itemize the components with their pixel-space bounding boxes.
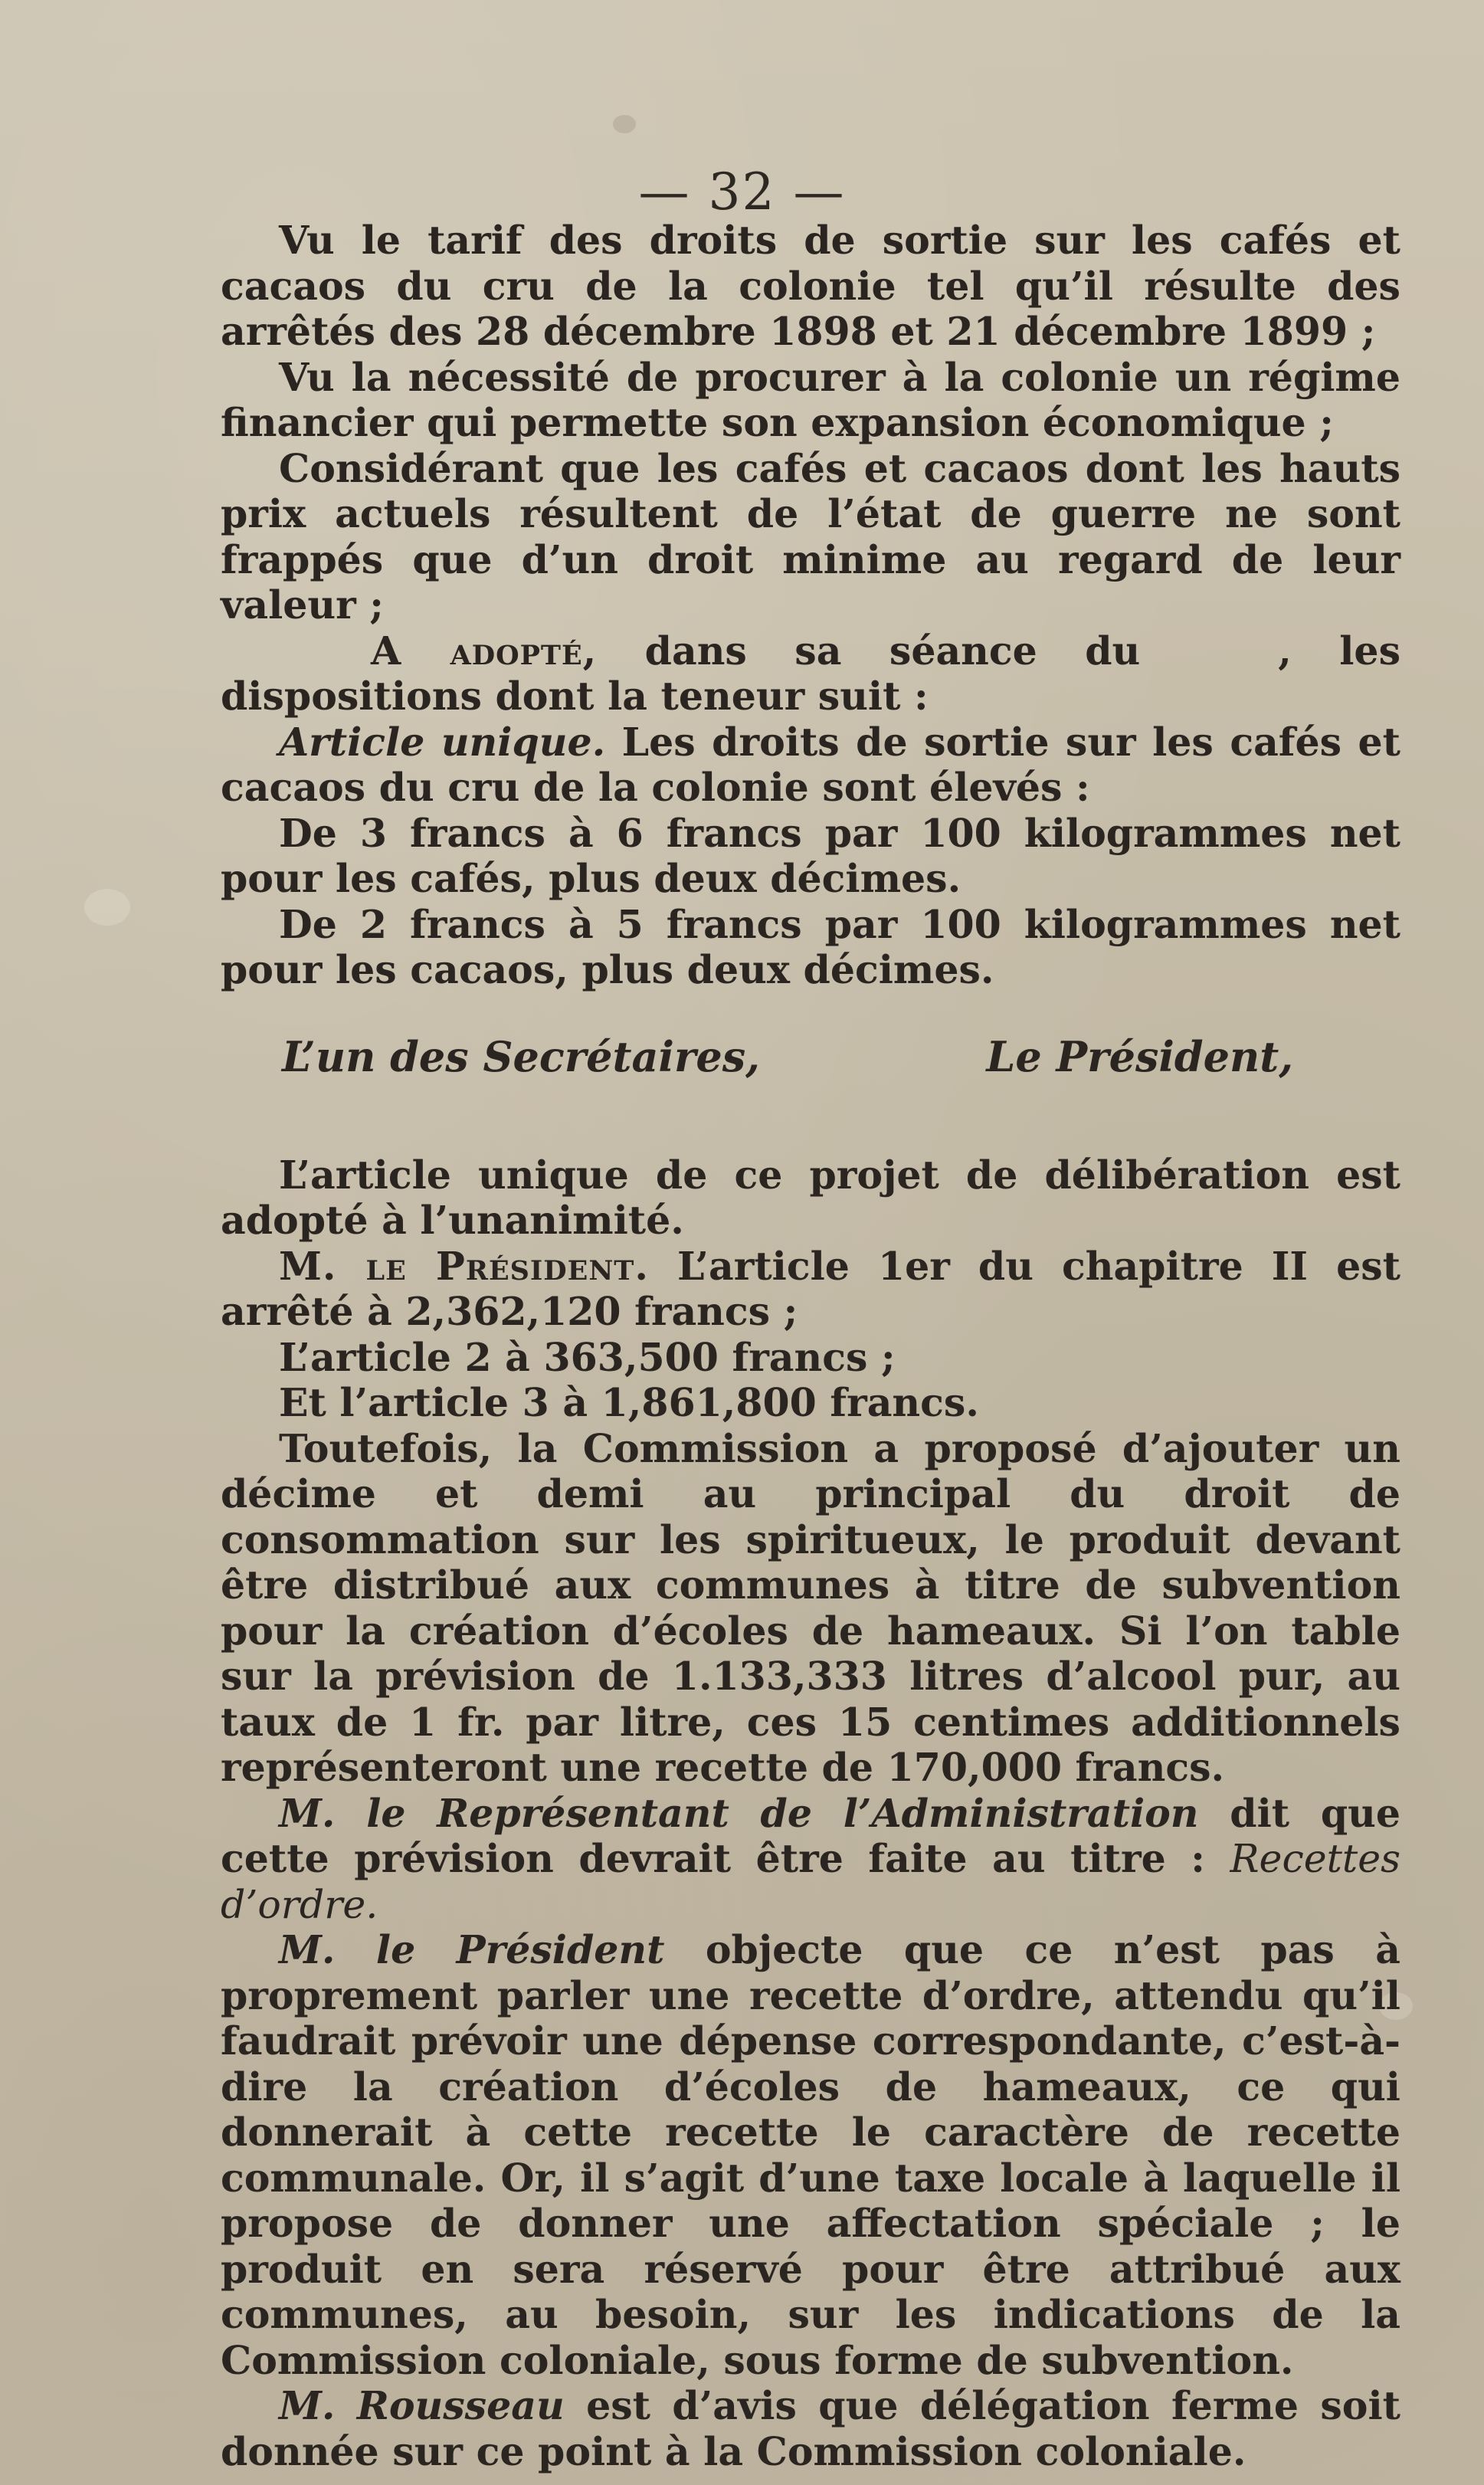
representant-text: dit que cette prévision devrait être faite au titre : (221, 1790, 1401, 1881)
signature-block (221, 1033, 1400, 1080)
rousseau-text: est d’avis que délégation ferme soit donnée sur ce point à la Commission coloniale. (221, 2383, 1400, 2474)
article-text: Les droits de sortie sur les cafés et cacaos du cru de la colonie sont élevés : (221, 719, 1400, 810)
page-number: — 32 — (638, 162, 846, 221)
paragraph-rousseau (221, 2383, 1400, 2474)
paragraph-article-3: Et l’article 3 à 1,861,800 francs. (279, 1380, 979, 1425)
speaker-representant: M. le Représentant de l’Administration (279, 1790, 1199, 1836)
paragraph-article-2: L’article 2 à 363,500 francs ; (279, 1334, 896, 1380)
paragraph-tarif: Vu le tarif des droits de sortie sur les cafés et cacaos du cru de la colonie tel qu’il résulte des arrêtés des 28 décembre 1898 et 21 décembre 1899 ; (221, 218, 1400, 354)
adopte-text-2: , les dispositions dont la teneur suit : (221, 628, 1400, 719)
paragraph-commission: Toutefois, la Commission a proposé d’ajouter un décime et demi au principal du droit de consommation sur les spiritueux, le produit devant être distribué aux communes à titre de subvention pour la création d’écoles de hameaux. Si l’on table sur la prévision de 1.133,333 litres d’alcool pur, au taux de 1 fr. par litre, ces 15 centimes additionnels représenteront une recette de 170,000 francs. (221, 1425, 1400, 1790)
paragraph-president-text: L’article 1er du chapitre II est arrêté à 2,362,120 francs ; (221, 1243, 1400, 1334)
paragraph-president-chapitre (221, 1244, 1400, 1335)
speaker-president: M. le Président. (279, 1243, 649, 1289)
paragraph-adopte (221, 628, 1400, 720)
paragraph-president-objecte (221, 1927, 1400, 2383)
document-body (221, 218, 1400, 2474)
paper-stain (84, 889, 130, 926)
paragraph-article-unique (221, 720, 1400, 811)
article-item-cacaos: De 2 francs à 5 francs par 100 kilogrammes net pour les cacaos, plus deux décimes. (221, 901, 1400, 992)
paragraph-representant (221, 1791, 1400, 1928)
paragraph-necessite: Vu la nécessité de procurer à la colonie un régime financier qui permette son expansion économique ; (221, 354, 1400, 445)
adopte-label: A adopté, (371, 628, 598, 674)
recettes-ordre: Recettes d’ordre. (221, 1836, 1400, 1927)
president-objecte-text: objecte que ce n’est pas à proprement parler une recette d’ordre, attendu qu’il faudrait prévoir une dépense correspondante, c’est-à-dire la création d’écoles de hameaux, ce qui donnerait à cette recette le caractère de recette communale. Or, il s’agit d’une taxe locale à laquelle il propose de donner une affectation spéciale ; le produit en sera réservé pour être attribué aux communes, au besoin, sur les indications de la Commission coloniale, sous forme de subvention. (221, 1927, 1400, 2383)
paragraph-considerant: Considérant que les cafés et cacaos dont les hauts prix actuels résultent de l’état de guerre ne sont frappés que d’un droit minime au regard de leur valeur ; (221, 445, 1400, 628)
speaker-president-italic: M. le Président (279, 1927, 665, 1972)
adopte-text-1: dans sa séance du (597, 628, 1141, 674)
signature-president: Le Président, (986, 1031, 1293, 1081)
speaker-rousseau: M. Rousseau (279, 2383, 565, 2428)
article-label: Article unique. (279, 719, 606, 765)
article-item-cafes: De 3 francs à 6 francs par 100 kilogrammes net pour les cafés, plus deux décimes. (221, 810, 1400, 901)
signature-secretaire: L’un des Secrétaires, (282, 1031, 760, 1081)
paper-stain (613, 115, 636, 133)
paragraph-unanimite: L’article unique de ce projet de délibération est adopté à l’unanimité. (221, 1152, 1400, 1243)
